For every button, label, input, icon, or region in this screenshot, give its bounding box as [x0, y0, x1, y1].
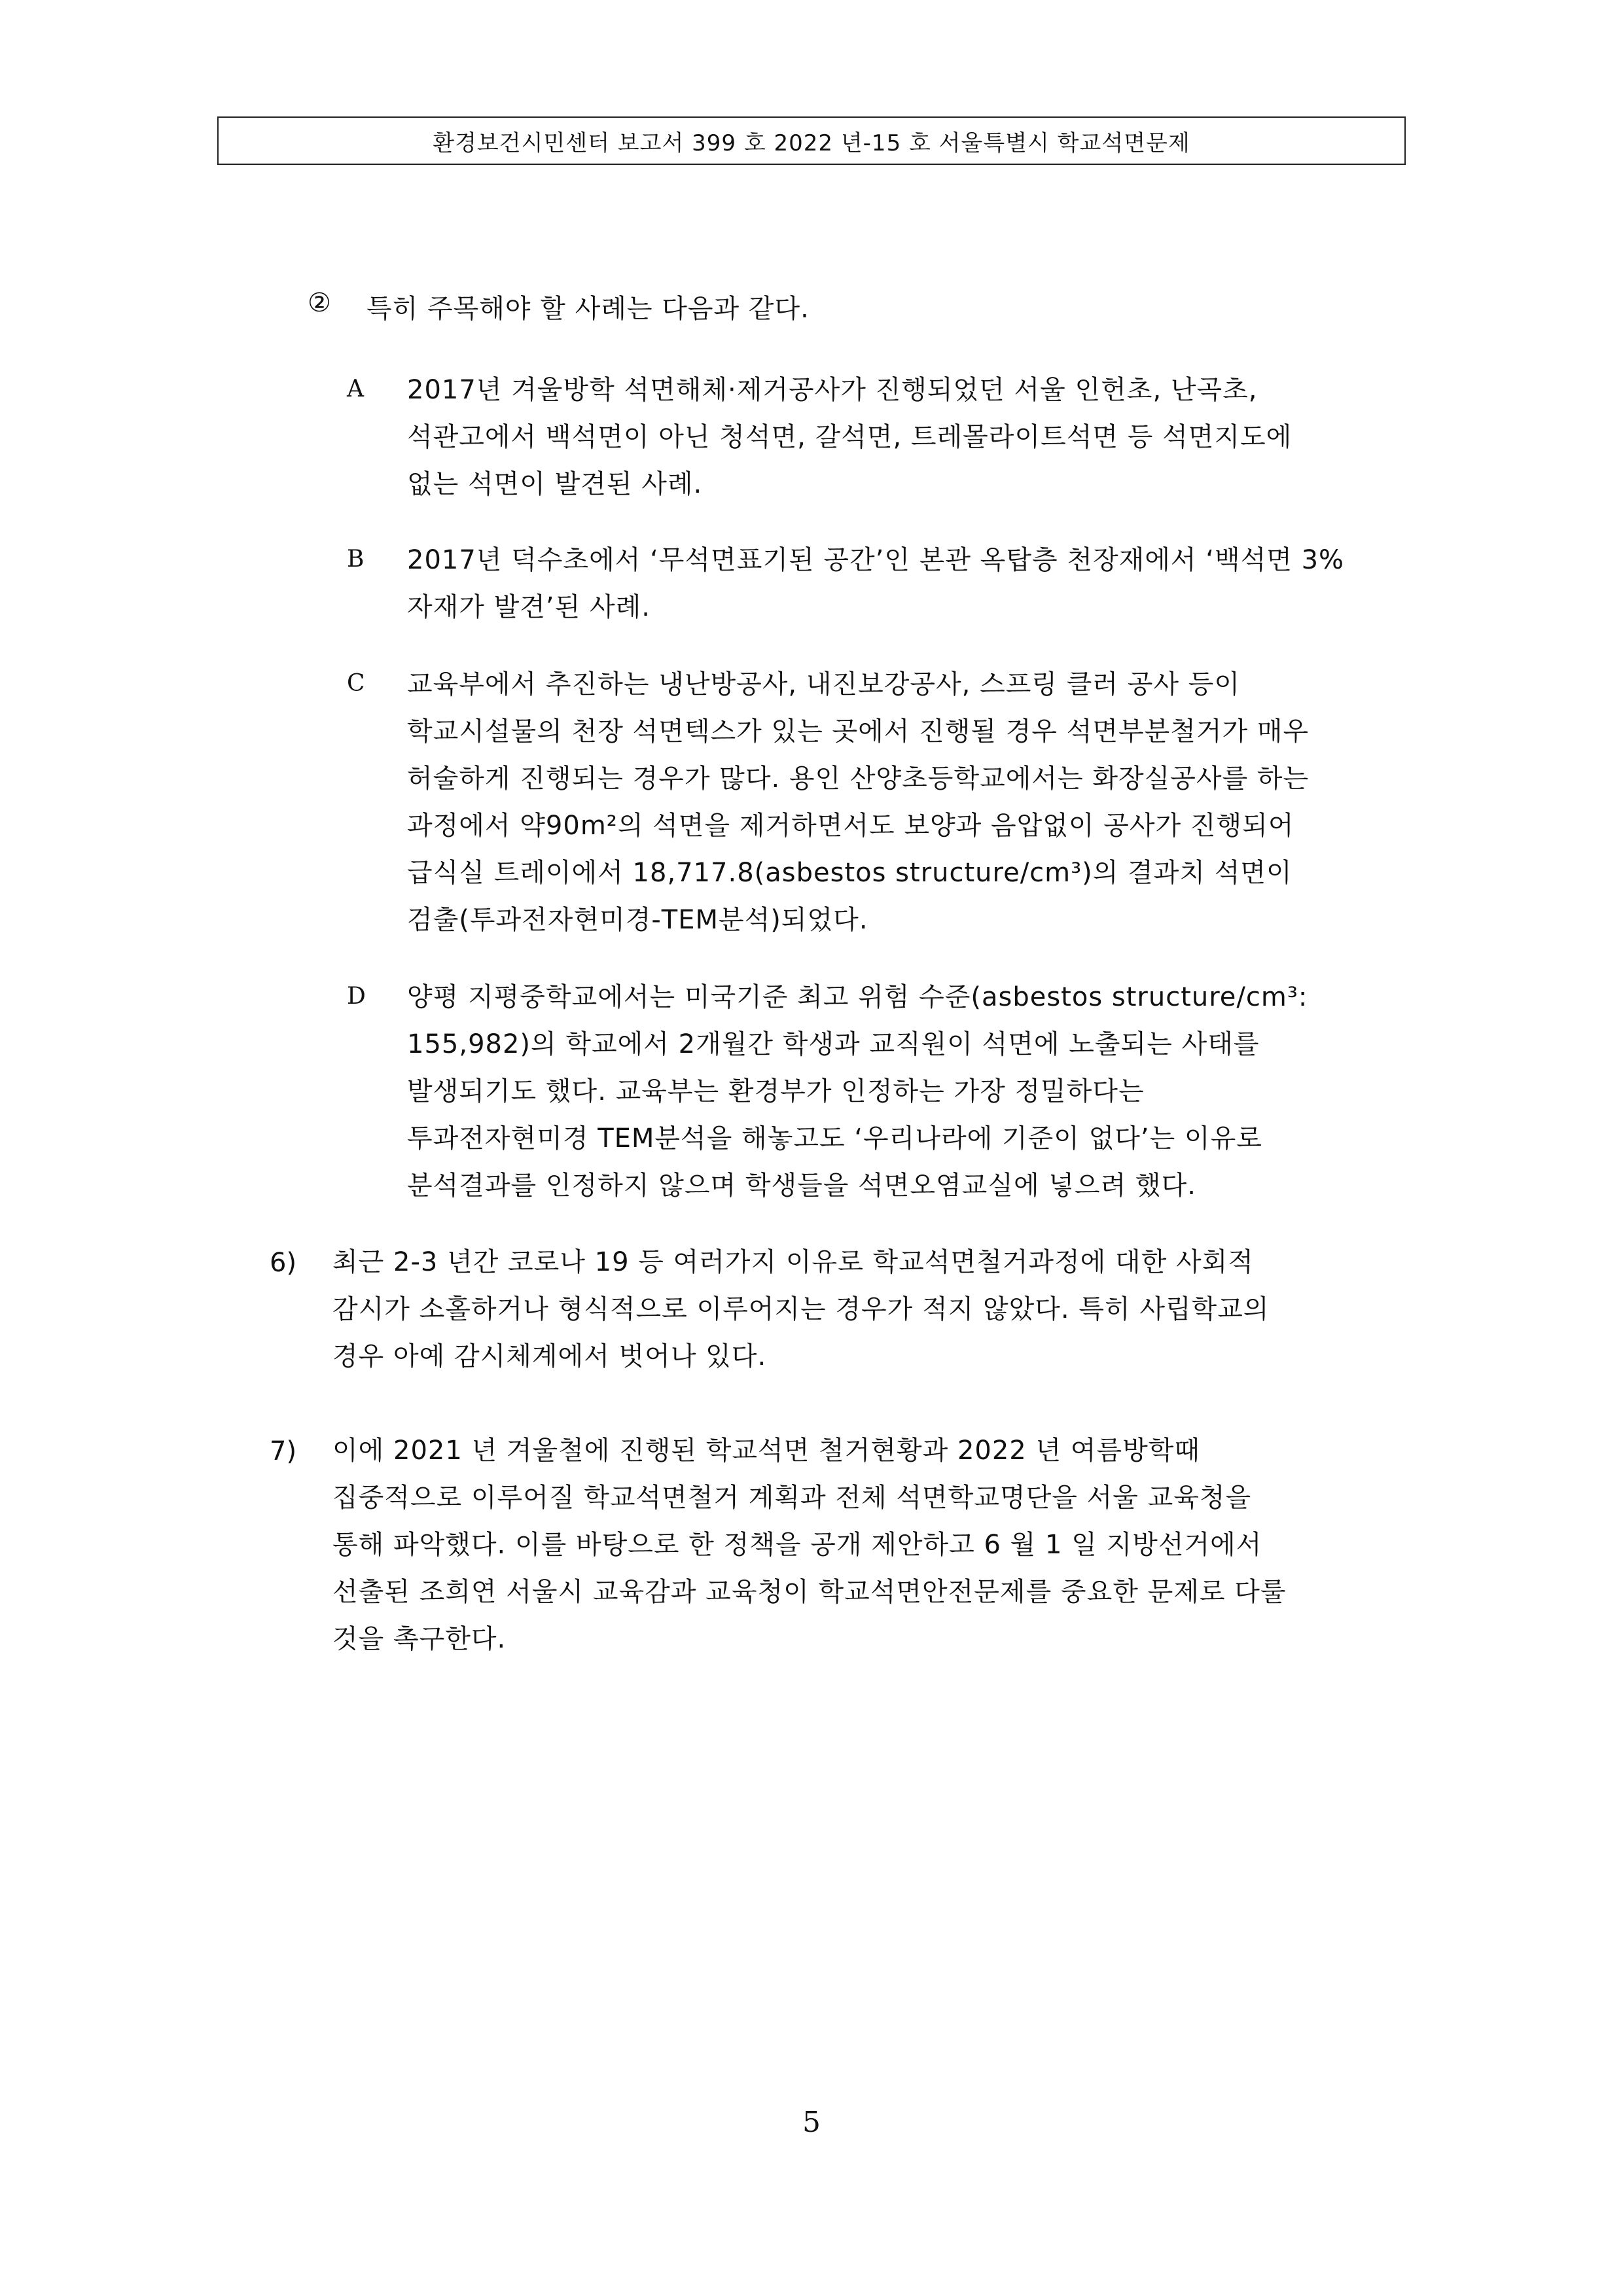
- case-body-b: [407, 537, 1428, 631]
- text-line: 학교시설물의 천장 석면텍스가 있는 곳에서 진행될 경우 석면부분철거가 매우: [407, 716, 1310, 747]
- text-line: 것을 촉구한다.: [332, 1624, 507, 1654]
- text-line: 선출된 조희연 서울시 교육감과 교육청이 학교석면안전문제를 중요한 문제로 다룰: [332, 1577, 1287, 1607]
- text-line: 최근 2-3 년간 코로나 19 등 여러가지 이유로 학교석면철거과정에 대한 사회적: [332, 1247, 1254, 1277]
- text-line: 투과전자현미경 TEM분석을 해놓고도 ‘우리나라에 기준이 없다’는 이유로: [407, 1123, 1262, 1154]
- text-line: 없는 석면이 발견된 사례.: [407, 469, 703, 499]
- case-letter-b: B: [347, 546, 365, 573]
- text-line: 통해 파악했다. 이를 바탕으로 한 정책을 공개 제안하고 6 월 1 일 지방선거에서: [332, 1530, 1262, 1560]
- case-body-a: [407, 366, 1428, 508]
- text-line: 2017년 겨울방학 석면해체·제거공사가 진행되었던 서울 인헌초, 난곡초,: [407, 375, 1258, 405]
- text-line: 허술하게 진행되는 경우가 많다. 용인 산양초등학교에서는 화장실공사를 하는: [407, 764, 1310, 794]
- paragraph-7: [332, 1427, 1432, 1663]
- report-header: [217, 116, 1406, 165]
- case-letter-a: A: [347, 376, 364, 402]
- report-header-title: 환경보건시민센터 보고서 399 호 2022 년-15 호 서울특별시 학교석면문제: [433, 130, 1190, 156]
- text-line: 집중적으로 이루어질 학교석면철거 계획과 전체 석면학교명단을 서울 교육청을: [332, 1483, 1252, 1513]
- text-line: 감시가 소홀하거나 형식적으로 이루어지는 경우가 적지 않았다. 특히 사립학교의: [332, 1294, 1270, 1324]
- case-body-d: [407, 974, 1428, 1209]
- paragraph-number-7: 7): [270, 1436, 297, 1466]
- text-line: 발생되기도 했다. 교육부는 환경부가 인정하는 가장 정밀하다는: [407, 1076, 1145, 1106]
- case-body-c: [407, 661, 1428, 944]
- page-number: 5: [802, 2106, 821, 2139]
- paragraph-6: [332, 1239, 1432, 1380]
- text-line: 급식실 트레이에서 18,717.8(asbestos structure/cm³)의 결과치 석면이: [407, 858, 1293, 888]
- section-marker: ②: [308, 288, 331, 318]
- text-line: 자재가 발견’된 사례.: [407, 592, 651, 622]
- text-line: 경우 아예 감시체계에서 벗어나 있다.: [332, 1341, 767, 1371]
- text-line: 교육부에서 추진하는 냉난방공사, 내진보강공사, 스프링 클러 공사 등이: [407, 669, 1240, 699]
- text-line: 이에 2021 년 겨울철에 진행된 학교석면 철거현황과 2022 년 여름방학때: [332, 1436, 1201, 1466]
- paragraph-number-6: 6): [270, 1248, 297, 1278]
- text-line: 석관고에서 백석면이 아닌 청석면, 갈석면, 트레몰라이트석면 등 석면지도에: [407, 422, 1293, 452]
- text-line: 155,982)의 학교에서 2개월간 학생과 교직원이 석면에 노출되는 사태를: [407, 1029, 1260, 1059]
- text-line: 분석결과를 인정하지 않으며 학생들을 석면오염교실에 넣으려 했다.: [407, 1171, 1196, 1201]
- case-letter-c: C: [347, 670, 365, 697]
- section-intro: 특히 주목해야 할 사례는 다음과 같다.: [366, 294, 810, 324]
- text-line: 양평 지평중학교에서는 미국기준 최고 위험 수준(asbestos structure/cm³:: [407, 982, 1308, 1012]
- case-letter-d: D: [347, 983, 366, 1010]
- text-line: 검출(투과전자현미경-TEM분석)되었다.: [407, 905, 868, 935]
- text-line: 2017년 덕수초에서 ‘무석면표기된 공간’인 본관 옥탑층 천장재에서 ‘백석면 3%: [407, 545, 1345, 575]
- text-line: 과정에서 약90m²의 석면을 제거하면서도 보양과 음압없이 공사가 진행되어: [407, 811, 1294, 841]
